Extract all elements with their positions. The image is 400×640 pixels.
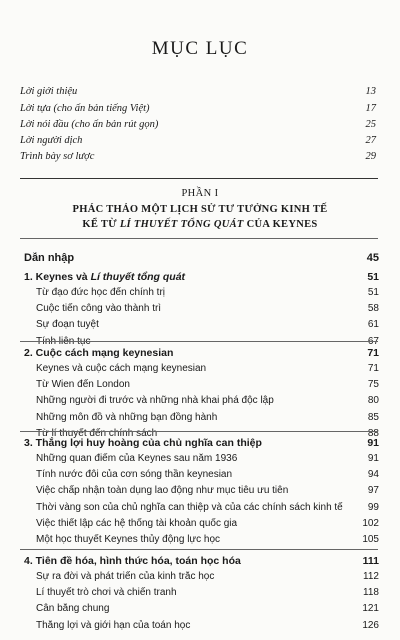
toc-entry-chapter[interactable] [24,347,379,359]
entry-page: 51 [367,287,379,298]
entry-title: 3. Thắng lợi huy hoàng của chủ nghĩa can thiệp [24,437,262,449]
entry-title: 4. Tiên đề hóa, hình thức hóa, toán học hóa [24,555,241,567]
entry-page: 94 [367,469,379,480]
toc-entry-front[interactable] [20,135,376,146]
toc-entry-section[interactable] [36,485,379,496]
toc-entry-front[interactable] [20,86,376,97]
toc-entry-section[interactable] [36,379,379,390]
entry-title: Lời tựa (cho ấn bản tiếng Việt) [20,103,150,114]
toc-entry-section[interactable] [36,363,379,374]
toc-entry-front[interactable] [20,119,376,130]
part-subtitle-italic: LÍ THUYẾT TỔNG QUÁT [119,219,244,230]
entry-page: 118 [363,587,379,598]
entry-title: Sự ra đời và phát triển của kinh trắc học [36,571,215,582]
part-subtitle-suffix: CỦA KEYNES [246,219,318,230]
entry-title [24,271,367,283]
part-label: PHẦN I [181,188,219,199]
entry-title-italic: Lí thuyết tổng quát [90,271,186,283]
entry-page: 58 [367,303,379,314]
entry-page: 112 [363,571,379,582]
entry-page: 121 [362,603,379,614]
entry-title: Lời giới thiệu [20,86,78,97]
entry-page: 71 [367,347,379,359]
toc-entry-section[interactable] [36,287,379,298]
part-subtitle-prefix: KỂ TỪ [82,219,117,230]
entry-page: 80 [367,395,379,406]
entry-title: Cuộc tiến công vào thành trì [36,303,162,314]
entry-page: 88 [367,428,379,439]
toc-entry-section[interactable] [36,603,379,614]
entry-title: Thắng lợi và giới hạn của toán học [36,620,191,631]
toc-entry-section[interactable] [36,587,379,598]
entry-title: Từ Wien đến London [36,379,130,390]
entry-title-text: 1. Keynes và [24,271,88,283]
entry-page: 67 [367,336,379,347]
entry-page: 27 [365,135,376,146]
entry-page: 85 [367,412,379,423]
entry-page: 25 [365,119,376,130]
toc-entry-section[interactable] [36,469,379,480]
toc-entry-front[interactable] [20,103,376,114]
divider [20,178,378,179]
entry-page: 45 [366,252,379,264]
entry-title: Tính liên tục [36,336,91,347]
entry-title: Lời nói đầu (cho ấn bản rút gọn) [20,119,159,130]
toc-entry-section[interactable] [36,303,379,314]
entry-title: Một học thuyết Keynes thủy động lực học [36,534,221,545]
entry-title: Những quan điểm của Keynes sau năm 1936 [36,453,238,464]
toc-entry-chapter[interactable] [24,555,379,567]
divider [20,341,378,342]
toc-entry-chapter[interactable] [24,437,379,449]
entry-page: 91 [367,437,379,449]
toc-entry-section[interactable] [36,319,379,330]
entry-page: 61 [367,319,379,330]
entry-title: Từ đạo đức học đến chính trị [36,287,166,298]
entry-title: Việc chấp nhận toàn dụng lao động như mục tiêu ưu tiên [36,485,289,496]
entry-page: 111 [362,555,379,567]
entry-title: Sự đoạn tuyệt [36,319,99,330]
entry-page: 126 [362,620,379,631]
toc-entry-chapter[interactable] [24,271,379,283]
toc-entry-section[interactable] [36,534,379,545]
entry-title: Cân bằng chung [36,603,110,614]
toc-entry-intro[interactable] [24,252,379,264]
toc-entry-section[interactable] [36,620,379,631]
entry-page: 99 [367,502,379,513]
entry-title: Việc thiết lập các hệ thống tài khoản quốc gia [36,518,238,529]
entry-title: Lời người dịch [20,135,83,146]
entry-title: Lí thuyết trò chơi và chiến tranh [36,587,177,598]
entry-title: Thời vàng son của chủ nghĩa can thiệp và của các chính sách kinh tế [36,502,343,513]
page-title: MỤC LỤC [151,38,249,59]
divider [20,431,378,432]
part-subtitle-line2 [0,219,400,230]
toc-entry-section[interactable] [36,453,379,464]
entry-title: Dẫn nhập [24,252,75,264]
entry-page: 13 [365,86,376,97]
entry-title: 2. Cuộc cách mạng keynesian [24,347,174,359]
entry-page: 29 [365,151,376,162]
part-subtitle-line1: PHÁC THẢO MỘT LỊCH SỬ TƯ TƯỞNG KINH TẾ [72,204,328,215]
entry-title: Keynes và cuộc cách mạng keynesian [36,363,207,374]
toc-entry-section[interactable] [36,571,379,582]
entry-page: 91 [367,453,379,464]
entry-title: Tính nước đôi của cơn sóng thần keynesian [36,469,233,480]
entry-page: 75 [367,379,379,390]
entry-page: 71 [367,363,379,374]
entry-title: Trình bày sơ lược [20,151,95,162]
toc-entry-front[interactable] [20,151,376,162]
divider [20,238,378,239]
divider [20,549,378,550]
entry-page: 97 [367,485,379,496]
entry-title: Từ lí thuyết đến chính sách [36,428,158,439]
entry-title: Những môn đồ và những bạn đồng hành [36,412,218,423]
entry-page: 17 [365,103,376,114]
toc-entry-section[interactable] [36,412,379,423]
toc-entry-section[interactable] [36,518,379,529]
toc-entry-section[interactable] [36,395,379,406]
toc-entry-section[interactable] [36,502,379,513]
entry-page: 51 [367,271,379,283]
entry-page: 102 [362,518,379,529]
entry-page: 105 [362,534,379,545]
entry-title: Những người đi trước và những nhà khai phá độc lập [36,395,274,406]
